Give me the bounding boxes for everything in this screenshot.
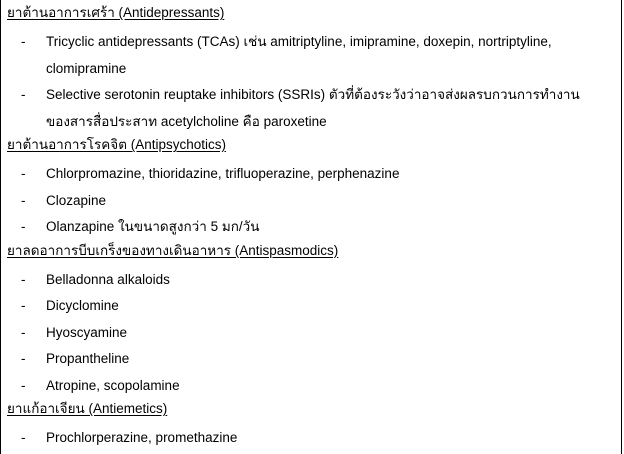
bullet-dash: - xyxy=(21,219,26,234)
bullet-dash: - xyxy=(21,34,26,49)
list-item xyxy=(1,161,621,188)
item-text-continued: ของสารสื่อประสาท acetylcholine คือ paroxetine xyxy=(46,113,327,129)
item-text: Clozapine xyxy=(46,192,107,208)
item-text: Atropine, scopolamine xyxy=(46,377,180,393)
section-heading: ยาลดอาการบีบเกร็งของทางเดินอาหาร (Antispasmodics) xyxy=(7,242,339,258)
item-text: Hyoscyamine xyxy=(46,324,128,340)
section-heading: ยาแก้อาเจียน (Antiemetics) xyxy=(7,401,168,416)
bullet-dash: - xyxy=(21,87,26,102)
section-antiemetics xyxy=(1,399,621,452)
section-antidepressants xyxy=(1,3,621,135)
list-item xyxy=(1,29,621,82)
list-item xyxy=(1,267,621,294)
list-item xyxy=(1,373,621,400)
item-text: Selective serotonin reuptake inhibitors (SSRIs) ตัวที่ต้องระวังว่าอาจส่งผลรบกวนการทำงาน xyxy=(46,87,580,102)
item-text: Belladonna alkaloids xyxy=(46,271,170,287)
bullet-dash: - xyxy=(21,430,26,445)
bullet-dash: - xyxy=(21,166,26,181)
section-heading: ยาต้านอาการโรคจิต (Antipsychotics) xyxy=(7,137,226,152)
bullet-dash: - xyxy=(21,324,26,340)
bullet-dash: - xyxy=(21,377,26,393)
list-item xyxy=(1,214,621,241)
list-item xyxy=(1,188,621,215)
list-item xyxy=(1,293,621,320)
item-text: Prochlorperazine, promethazine xyxy=(46,430,238,445)
item-text: Dicyclomine xyxy=(46,298,119,313)
list-item xyxy=(1,320,621,347)
bullet-dash: - xyxy=(21,192,26,208)
bullet-dash: - xyxy=(21,298,26,313)
bullet-dash: - xyxy=(21,271,26,287)
bullet-dash: - xyxy=(21,351,26,366)
section-antispasmodics xyxy=(1,241,621,400)
list-item xyxy=(1,425,621,452)
list-item xyxy=(1,82,621,135)
item-text: Olanzapine ในขนาดสูงกว่า 5 มก/วัน xyxy=(46,219,260,234)
section-antipsychotics xyxy=(1,135,621,241)
list-item xyxy=(1,346,621,373)
item-text: Propantheline xyxy=(46,351,130,366)
item-text: Chlorpromazine, thioridazine, trifluoperazine, perphenazine xyxy=(46,166,400,181)
item-text-continued: clomipramine xyxy=(46,60,127,76)
section-heading: ยาต้านอาการเศร้า (Antidepressants) xyxy=(7,5,225,20)
item-text: Tricyclic antidepressants (TCAs) เช่น amitriptyline, imipramine, doxepin, nortriptyline, xyxy=(46,34,552,49)
